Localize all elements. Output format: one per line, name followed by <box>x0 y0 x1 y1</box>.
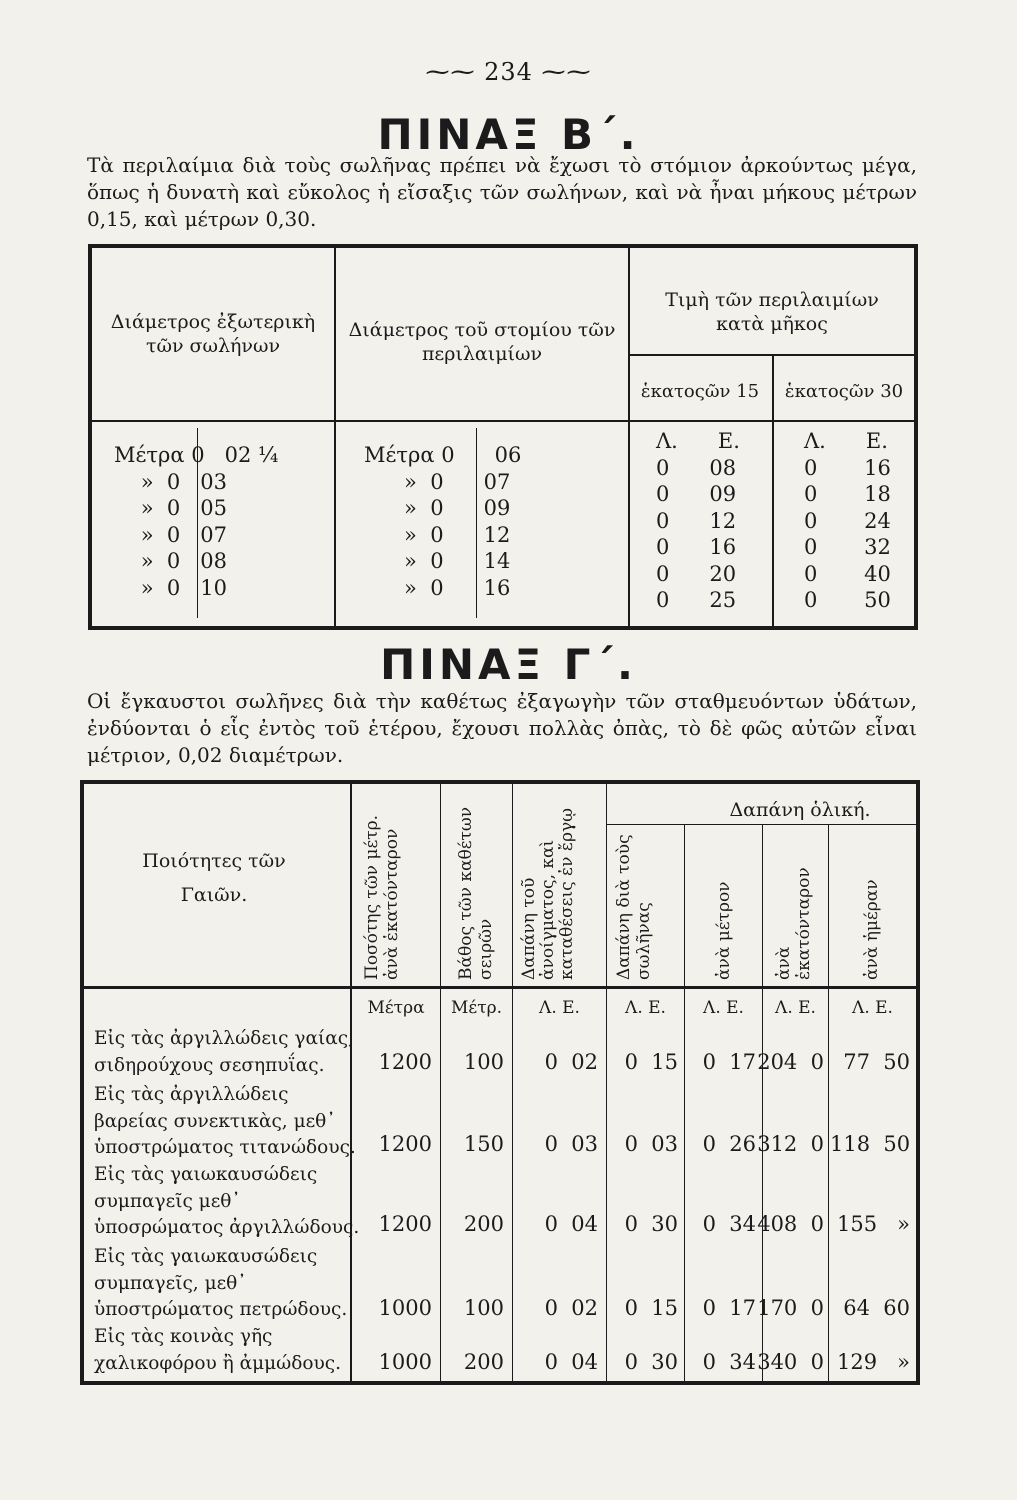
opening-cost-value: 0 04 <box>544 1350 598 1374</box>
table-g-header-rule <box>84 986 916 989</box>
header-outer-diameter: Διάμετρος ἐξωτερικὴ τῶν σωλήνων <box>110 311 316 357</box>
table-g-divider <box>606 784 607 1381</box>
unit-per-metre: Λ. Ε. <box>703 998 744 1018</box>
depth-value: 200 <box>463 1350 504 1374</box>
ornament-right: ⁓⁓ <box>532 58 592 86</box>
per-hundred-value: 204 0 <box>757 1050 824 1074</box>
mouth-diameter-values: Μέτρα 0 06 » 0 07 » 0 09 » 0 12 » 0 14 » 0 16 <box>364 443 522 600</box>
ornament-left: ⁓⁓ <box>425 58 485 86</box>
depth-value: 100 <box>463 1050 504 1074</box>
table-b-title: ΠΙΝΑΞ Β΄. <box>377 110 640 159</box>
pipe-cost-value: 0 30 <box>624 1350 678 1374</box>
table-g-divider <box>512 784 513 1381</box>
depth-value: 200 <box>463 1212 504 1236</box>
per-metre-value: 0 17 <box>702 1050 756 1074</box>
table-g-title: ΠΙΝΑΞ Γ΄. <box>380 640 637 689</box>
header-total-cost: Δαπάνη ὁλική. <box>729 799 871 821</box>
opening-cost-value: 0 02 <box>544 1050 598 1074</box>
header-price-15: ἑκατοςῶν 15 <box>640 381 760 402</box>
pipe-cost-value: 0 30 <box>624 1212 678 1236</box>
quantity-value: 1200 <box>378 1050 432 1074</box>
opening-cost-value: 0 02 <box>544 1296 598 1320</box>
header-soil-quality: Ποιότητες τῶν Γαιῶν. <box>142 850 286 906</box>
table-g <box>80 780 920 1385</box>
quantity-value: 1200 <box>378 1212 432 1236</box>
page-number: ⁓⁓ 234 ⁓⁓ <box>425 58 592 86</box>
per-day-value: 64 60 <box>843 1296 910 1320</box>
table-b-divider <box>628 248 630 626</box>
pipe-cost-value: 0 15 <box>624 1050 678 1074</box>
quantity-value: 1200 <box>378 1132 432 1156</box>
header-opening-cost: Δαπάνη τοῦ ἀνοίγματος, καὶ καταθέσεις ἐν ἔργῳ <box>519 807 577 980</box>
table-b-subheader-rule <box>628 354 914 356</box>
header-price-30: ἑκατοςῶν 30 <box>784 381 904 402</box>
per-hundred-value: 312 0 <box>757 1132 824 1156</box>
opening-cost-value: 0 03 <box>544 1132 598 1156</box>
price-30-values: Λ. Ε. 0 16 0 18 0 24 0 32 0 40 0 50 <box>804 429 891 612</box>
per-hundred-value: 340 0 <box>757 1350 824 1374</box>
header-mouth-diameter: Διάμετρος τοῦ στομίου τῶν περιλαιμίων <box>348 319 616 365</box>
opening-cost-value: 0 04 <box>544 1212 598 1236</box>
outer-diameter-values: Μέτρα 0 02 ¼ » 0 03 » 0 05 » 0 07 » 0 08 » 0 10 <box>114 443 279 600</box>
per-day-value: 118 50 <box>830 1132 911 1156</box>
table-b-intro: Τὰ περιλαίμια διὰ τοὺς σωλῆνας πρέπει νὰ ἔχωσι τὸ στόμιον ἀρκούντως μέγα, ὅπως ἡ δυνατὴ καὶ εὔκολος ἡ εἴσαξις τῶν σωλήνων, καὶ νὰ ἦναι μήκους μέτρων 0,15, καὶ μέτρων 0,30. <box>87 153 917 231</box>
table-b-header-rule <box>92 420 914 422</box>
soil-description: Εἰς τὰς ἀργιλλώδεις γαίας, σιδηρούχους σεσηπυΐας. <box>94 1028 354 1076</box>
per-hundred-value: 408 0 <box>757 1212 824 1236</box>
header-quantity: Ποσότης τῶν μέτρ. ἀνὰ ἑκατόνταρον <box>362 814 402 980</box>
depth-value: 150 <box>463 1132 504 1156</box>
unit-quantity: Μέτρα <box>367 998 425 1018</box>
quantity-value: 1000 <box>378 1296 432 1320</box>
table-g-intro: Οἱ ἔγκαυστοι σωλῆνες διὰ τὴν καθέτως ἐξαγωγὴν τῶν σταθμευόντων ὑδάτων, ἐνδύονται ὁ εἷς ἐντὸς τοῦ ἑτέρου, ἔχουσι πολλὰς ὀπὰς, τὸ δὲ φῶς αὐτῶν εἶναι μέτριον, 0,02 διαμέτρων. <box>87 689 917 767</box>
unit-per-day: Λ. Ε. <box>852 998 893 1018</box>
soil-description: Εἰς τὰς ἀργιλλώδεις βαρείας συνεκτικὰς, μεθ᾽ ὑποστρώματος τιτανώδους. <box>94 1084 356 1158</box>
header-price-group: Τιμὴ τῶν περιλαιμίων κατὰ μῆκος <box>665 289 879 335</box>
per-metre-value: 0 34 <box>702 1350 756 1374</box>
header-per-hundred: ἀνὰ ἑκατόνταρον <box>774 867 814 980</box>
table-g-divider <box>684 824 685 1381</box>
unit-depth: Μέτρ. <box>450 998 503 1018</box>
header-pipe-cost: Δαπάνη διὰ τοὺς σωλῆνας <box>614 834 654 980</box>
soil-description: Εἰς τὰς γαιωκαυσώδεις συμπαγεῖς μεθ᾽ ὑποσρώματος ἀργιλλώδους. <box>94 1164 360 1238</box>
header-per-day: ἀνὰ ἡμέραν <box>862 879 882 980</box>
pipe-cost-value: 0 15 <box>624 1296 678 1320</box>
per-metre-value: 0 34 <box>702 1212 756 1236</box>
header-per-metre: ἀνὰ μέτρον <box>714 881 734 980</box>
quantity-value: 1000 <box>378 1350 432 1374</box>
per-metre-value: 0 26 <box>702 1132 756 1156</box>
depth-value: 100 <box>463 1296 504 1320</box>
unit-per-hundred: Λ. Ε. <box>775 998 816 1018</box>
header-depth: Βάθος τῶν καθέτων σειρῶν <box>456 806 496 980</box>
table-g-divider <box>440 784 441 1381</box>
table-b <box>88 244 918 630</box>
table-b-divider <box>334 248 336 626</box>
soil-description: Εἰς τὰς κοινὰς γῆς χαλικοφόρου ἢ ἀμμώδους. <box>94 1326 341 1374</box>
per-day-value: 129 » <box>837 1350 910 1374</box>
per-hundred-value: 170 0 <box>757 1296 824 1320</box>
per-day-value: 155 » <box>837 1212 910 1236</box>
unit-opening: Λ. Ε. <box>539 998 580 1018</box>
unit-pipes: Λ. Ε. <box>625 998 666 1018</box>
soil-description: Εἰς τὰς γαιωκαυσώδεις συμπαγεῖς, μεθ᾽ ὑποστρώματος πετρώδους. <box>94 1246 348 1320</box>
per-day-value: 77 50 <box>843 1050 910 1074</box>
price-15-values: Λ. Ε. 0 08 0 09 0 12 0 16 0 20 0 25 <box>656 429 740 612</box>
pipe-cost-value: 0 03 <box>624 1132 678 1156</box>
table-g-divider <box>828 824 829 1381</box>
per-metre-value: 0 17 <box>702 1296 756 1320</box>
